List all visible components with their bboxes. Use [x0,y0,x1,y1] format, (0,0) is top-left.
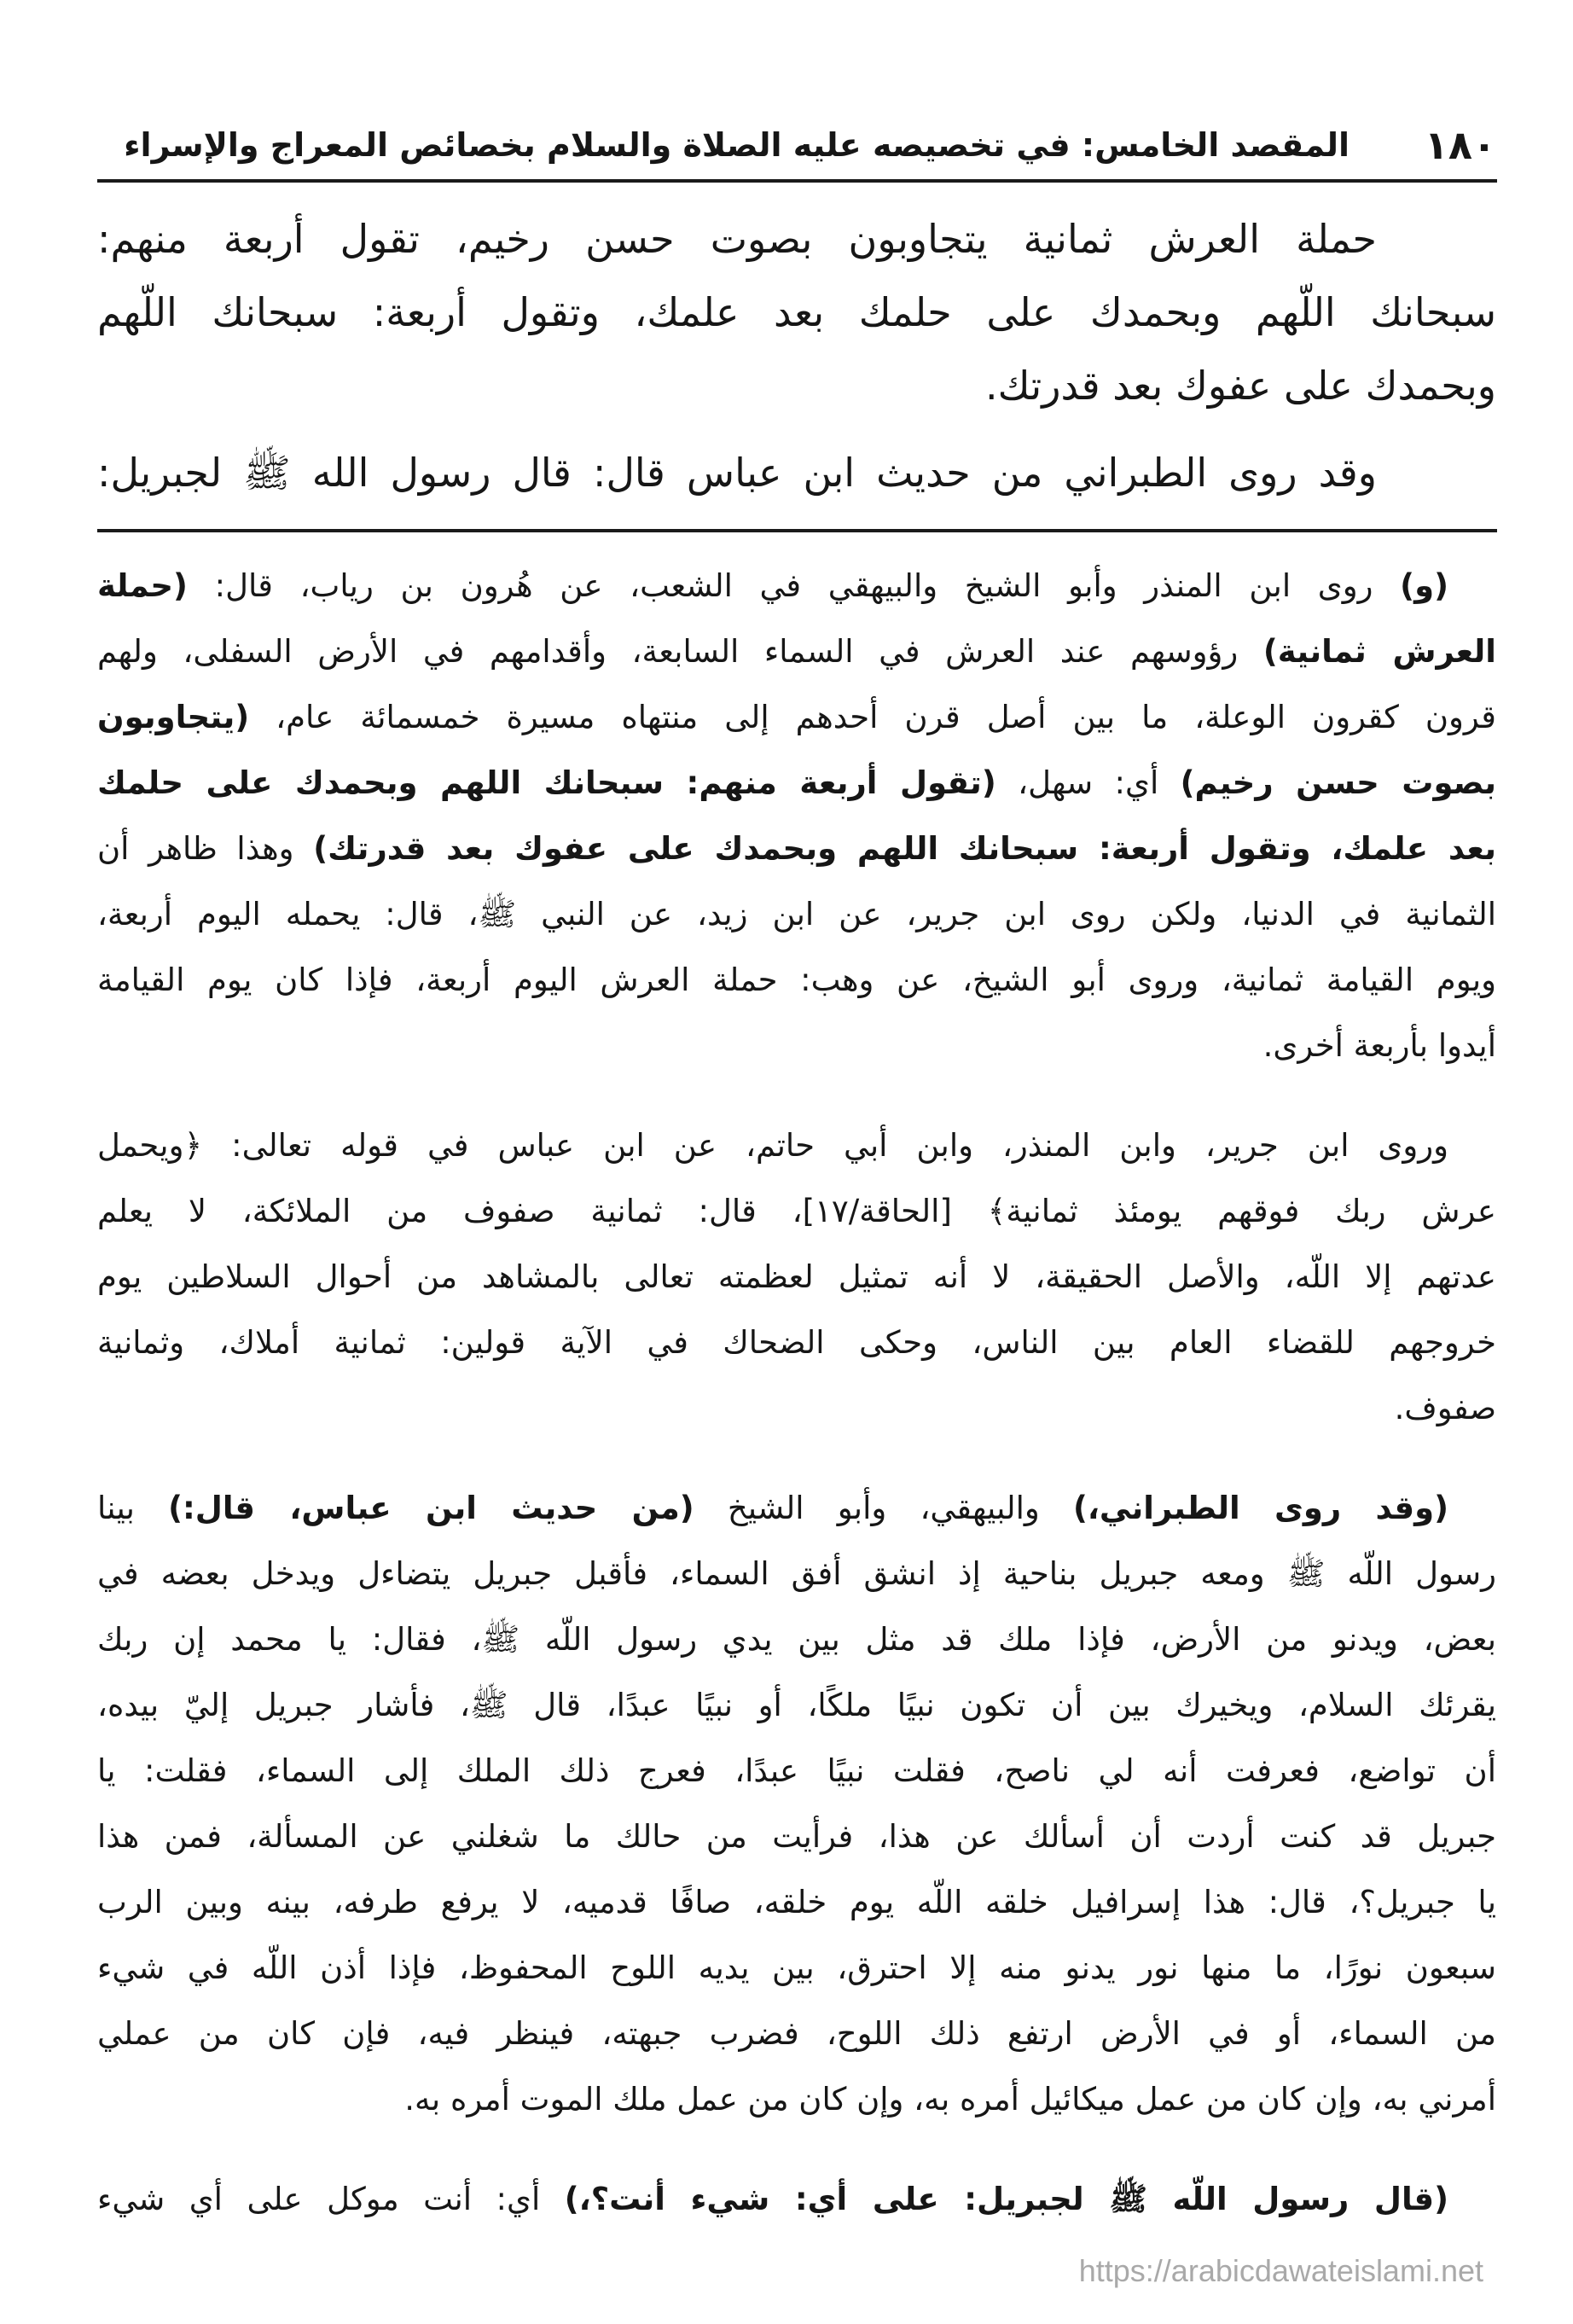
commentary-text: ويوم القيامة ثمانية، وروى أبو الشيخ، عن وهب: حملة العرش اليوم أربعة، فإذا كان يوم القيامة [97,962,1496,998]
commentary-text: أي: سهل، [995,764,1181,801]
matn-quote: (وقد روى الطبراني،) [1072,1490,1448,1526]
watermark-url: https://arabicdawateislami.net [1078,2253,1483,2288]
commentary-text: جبريل قد كنت أردت أن أسألك عن هذا، فرأيت من حالك ما شغلني عن المسألة، فمن هذا [97,1818,1496,1855]
commentary-line [97,1310,1496,1375]
main-text [97,202,1496,509]
commentary-line [97,2066,1496,2132]
commentary-paragraph [97,1475,1496,2132]
commentary-text: من السماء، أو في الأرض ارتفع ذلك اللوح، فضرب جبهته، فينظر فيه، فإن كان من عملي [97,2015,1496,2052]
commentary-line [97,1804,1496,1869]
commentary-line [97,1013,1496,1078]
main-text-line: وبحمدك على عفوك بعد قدرتك. [985,363,1496,409]
commentary-line [97,881,1496,947]
commentary-text: أن تواضع، فعرفت أنه لي ناصح، فقلت نبيًا عبدًا، فعرج ذلك الملك إلى السماء، فقلت: يا [97,1752,1496,1789]
commentary-text: يا جبريل؟، قال: هذا إسرافيل خلقه اللّه يوم خلقه، صافًا قدميه، لا يرفع طرفه، بينه وبين الرب [97,1884,1496,1920]
commentary-line [97,1672,1496,1738]
commentary-line [97,750,1496,816]
main-paragraph [97,202,1496,422]
section-divider [97,529,1497,532]
commentary-text: بعض، ويدنو من الأرض، فإذا ملك قد مثل بين يدي رسول اللّه ﷺ، فقال: يا محمد إن ربك [97,1621,1496,1658]
commentary-paragraph [97,2166,1496,2232]
commentary-text: أيدوا بأربعة أخرى. [1262,1027,1496,1064]
commentary-line [97,816,1496,881]
commentary-text: أمرني به، وإن كان من عمل ميكائيل أمره به، وإن كان من عمل ملك الموت أمره به. [404,2081,1496,2118]
matn-quote: العرش ثمانية) [1262,633,1496,670]
commentary-text: رسول اللّه ﷺ ومعه جبريل بناحية إذ انشق أفق السماء، فأقبل جبريل يتضاءل ويدخل بعضه في [97,1555,1496,1592]
header-rule [97,179,1497,183]
page-number: ١٨٠ [1424,122,1496,168]
running-header [97,118,1496,172]
commentary-line [97,947,1496,1013]
matn-quote: (يتجاوبون [97,699,250,735]
commentary [97,553,1496,2232]
matn-quote: (تقول أربعة منهم: سبحانك اللهم وبحمدك على حلمك [97,764,996,801]
matn-quote: بصوت حسن رخيم) [1180,764,1496,801]
running-title: المقصد الخامس: في تخصيصه عليه الصلاة والسلام بخصائص المعراج والإسراء [124,126,1350,164]
commentary-line [97,2001,1496,2066]
commentary-line [97,684,1496,750]
main-text-line: سبحانك اللّهم وبحمدك على حلمك بعد علمك، وتقول أربعة: سبحانك اللّهم [97,289,1496,335]
commentary-line [97,553,1496,619]
commentary-line [97,1244,1496,1310]
matn-quote: (و) [1400,567,1448,604]
commentary-line [97,1606,1496,1672]
commentary-line [97,1178,1496,1244]
commentary-line [97,1475,1496,1541]
commentary-text: عرش ربك فوقهم يومئذ ثمانية﴾ [الحاقة/١٧]، قال: ثمانية صفوف من الملائكة، لا يعلم [97,1193,1496,1229]
matn-quote: (حملة [97,567,188,604]
commentary-text: وهذا ظاهر أن [97,830,314,867]
commentary-line [97,1113,1496,1178]
commentary-text: خروجهم للقضاء العام بين الناس، وحكى الضحاك في الآية قولين: ثمانية أملاك، وثمانية [97,1324,1496,1361]
commentary-text: أي: أنت موكل على أي شيء [97,2181,565,2217]
matn-quote: (قال رسول اللّه ﷺ لجبريل: على أي: شيء أنت؟،) [564,2181,1448,2217]
main-text-line: وقد روى الطبراني من حديث ابن عباس قال: قال رسول الله ﷺ لجبريل: [97,450,1377,496]
commentary-text: صفوف. [1394,1390,1496,1426]
commentary-text: الثمانية في الدنيا، ولكن روى ابن جرير، عن ابن زيد، عن النبي ﷺ، قال: يحمله اليوم أربعة، [97,896,1496,933]
commentary-line [97,1869,1496,1935]
commentary-text: قرون كقرون الوعلة، ما بين أصل قرن أحدهم إلى منتهاه مسيرة خمسمائة عام، [249,699,1496,735]
commentary-paragraph [97,1113,1496,1441]
main-text-line: حملة العرش ثمانية يتجاوبون بصوت حسن رخيم، تقول أربعة منهم: [97,216,1377,262]
matn-quote: (من حديث ابن عباس، قال:) [168,1490,694,1526]
commentary-text: يقرئك السلام، ويخيرك بين أن تكون نبيًا ملكًا، أو نبيًا عبدًا، قال ﷺ، فأشار جبريل إليّ بيده، [97,1687,1496,1723]
commentary-text: سبعون نورًا، ما منها نور يدنو منه إلا احترق، بين يديه اللوح المحفوظ، فإذا أذن اللّه في شيء [97,1949,1496,1986]
commentary-line [97,619,1496,684]
commentary-text: والبيهقي، وأبو الشيخ [694,1490,1073,1526]
matn-quote: بعد علمك، وتقول أربعة: سبحانك اللهم وبحمدك على عفوك بعد قدرتك) [313,830,1497,867]
commentary-text: بينا [97,1490,169,1526]
commentary-line [97,1738,1496,1804]
commentary-line [97,2166,1496,2232]
commentary-line [97,1541,1496,1606]
commentary-paragraph [97,553,1496,1078]
commentary-text: روى ابن المنذر وأبو الشيخ والبيهقي في الشعب، عن هُرون بن رياب، قال: [187,567,1401,604]
commentary-line [97,1375,1496,1441]
commentary-line [97,1935,1496,2001]
commentary-text: رؤوسهم عند العرش في السماء السابعة، وأقدامهم في الأرض السفلى، ولهم [97,633,1263,670]
commentary-text: وروى ابن جرير، وابن المنذر، وابن أبي حاتم، عن ابن عباس في قوله تعالى: ﴿ويحمل [97,1127,1448,1164]
main-paragraph [97,436,1496,509]
commentary-text: عدتهم إلا اللّه، والأصل الحقيقة، لا أنه تمثيل لعظمته تعالى بالمشاهد من أحوال السلاطين يوم [97,1258,1496,1295]
